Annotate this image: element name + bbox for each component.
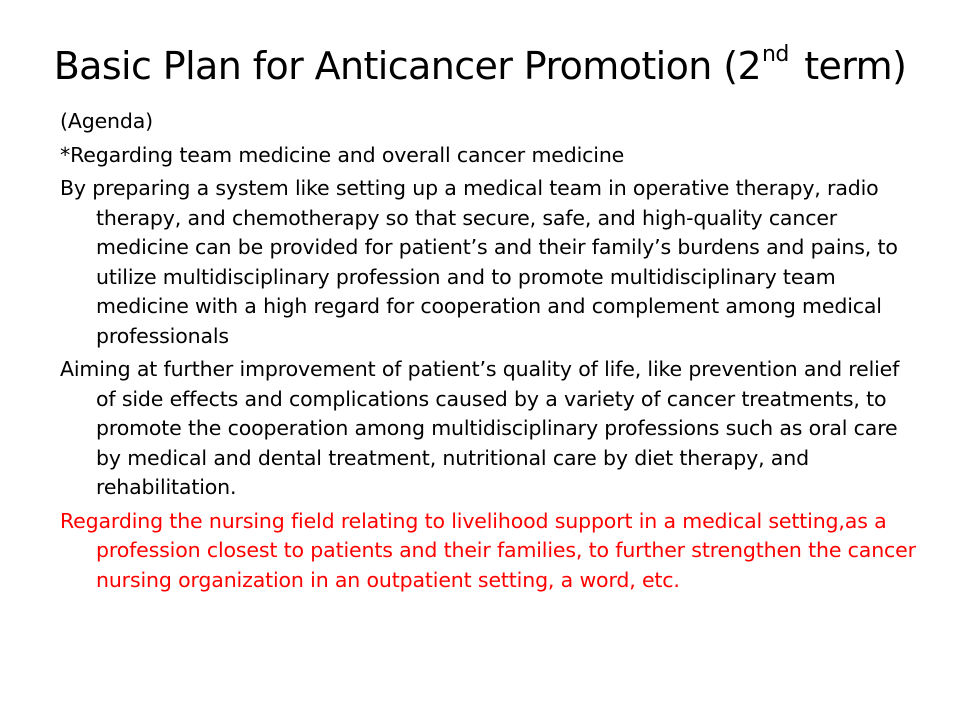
slide-title [0,40,960,92]
slide-body [60,107,922,599]
paragraph-team-medicine: By preparing a system like setting up a medical team in operative therapy, radio therapy, and chemotherapy so that secure, safe, and high-quality cancer medicine can be provided for patient’s and their family’s burdens and pains, to utilize multidisciplinary profession and to promote multidisciplinary team medicine with a high regard for cooperation and complement among medical professionals [60,176,898,348]
agenda-topic: *Regarding team medicine and overall cancer medicine [60,142,625,167]
paragraph-quality-of-life: Aiming at further improvement of patient’s quality of life, like prevention and relief of side effects and complications caused by a variety of cancer treatments, to promote the cooperation among multidisciplinary professions such as oral care by medical and dental treatment, nutritional care by diet therapy, and rehabilitation. [60,357,900,499]
title-superscript: nd [762,42,789,68]
title-tail: term) [792,44,907,88]
agenda-label: (Agenda) [60,109,154,133]
paragraph-nursing-field: Regarding the nursing field relating to livelihood support in a medical setting,as a profession closest to patients and their families, to further strengthen the cancer nursing organization in an outpatient setting, a word, etc. [60,508,916,592]
title-main: Basic Plan for Anticancer Promotion (2 [53,44,762,88]
